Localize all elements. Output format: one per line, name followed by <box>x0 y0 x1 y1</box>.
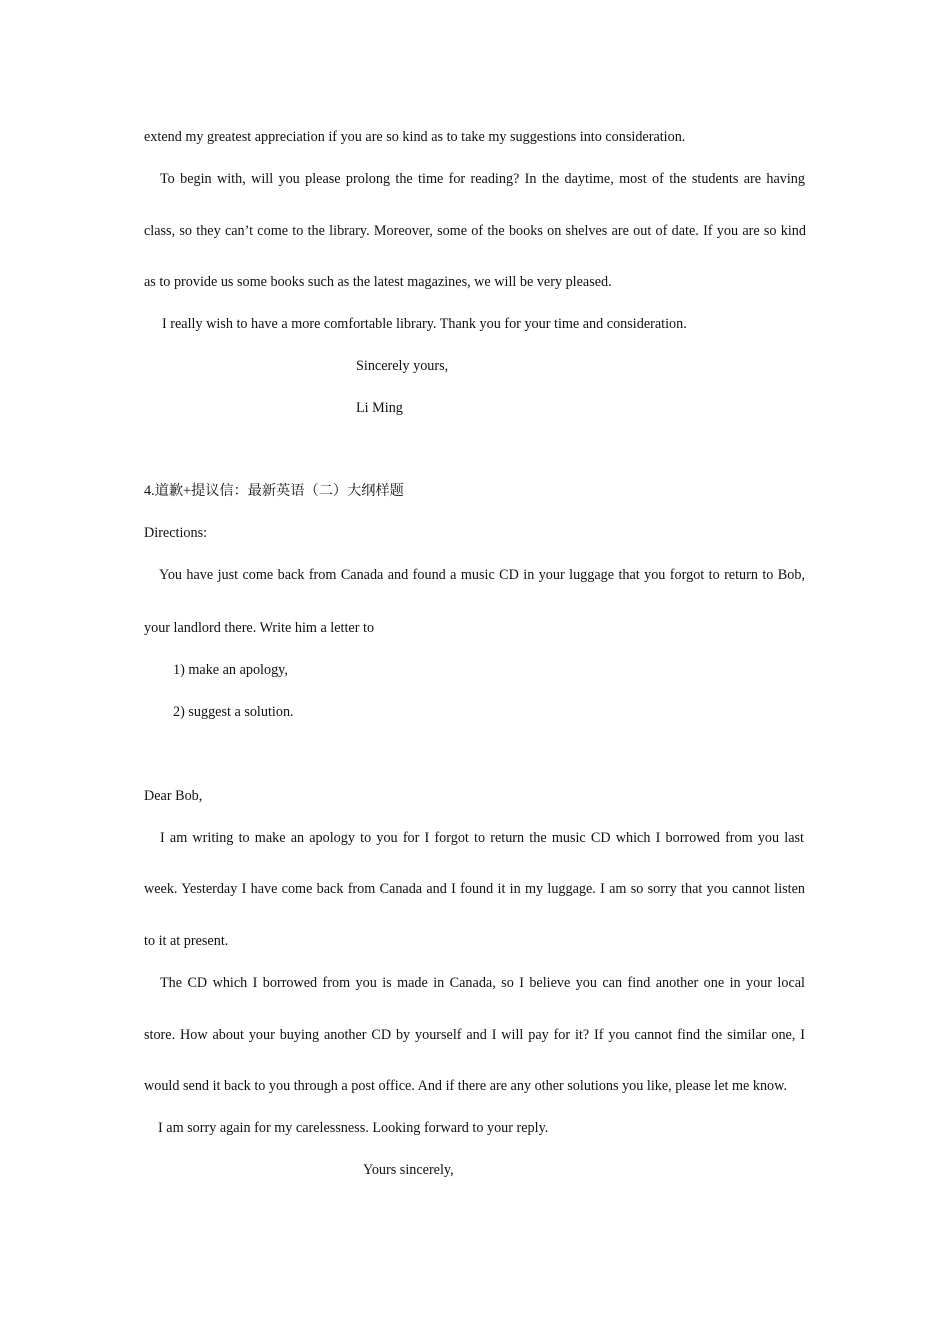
task-description-line2: your landlord there. Write him a letter to <box>144 620 375 636</box>
letter2-paragraph1-line2: week. Yesterday I have come back from Canada and I found it in my luggage. I am so sorry that you cannot listen <box>144 881 805 897</box>
letter2-paragraph1-line3: to it at present. <box>144 933 229 949</box>
letter2-paragraph1-line1: I am writing to make an apology to you for I forgot to return the music CD which I borrowed from you last <box>160 830 804 846</box>
letter1-paragraph2-line1: To begin with, will you please prolong the time for reading? In the daytime, most of the students are having <box>160 171 805 187</box>
task-item-solution: 2) suggest a solution. <box>173 704 294 720</box>
letter2-paragraph3: I am sorry again for my carelessness. Looking forward to your reply. <box>158 1120 549 1136</box>
letter1-paragraph2-line3: as to provide us some books such as the latest magazines, we will be very pleased. <box>144 274 612 290</box>
letter2-paragraph2-line1: The CD which I borrowed from you is made in Canada, so I believe you can find another one in your local <box>160 975 805 991</box>
letter1-paragraph3: I really wish to have a more comfortable library. Thank you for your time and consideration. <box>162 316 687 332</box>
letter1-closing-line: extend my greatest appreciation if you are so kind as to take my suggestions into consideration. <box>144 129 686 145</box>
letter1-paragraph2-line2: class, so they can’t come to the library. Moreover, some of the books on shelves are out of date. If you are so kind <box>144 223 806 239</box>
letter2-paragraph2-line2: store. How about your buying another CD by yourself and I will pay for it? If you cannot find the similar one, I <box>144 1027 805 1043</box>
letter2-sign-off: Yours sincerely, <box>363 1162 454 1178</box>
directions-label: Directions: <box>144 525 208 541</box>
letter2-paragraph2-line3: would send it back to you through a post office. And if there are any other solutions you like, please let me know. <box>144 1078 788 1094</box>
task-description-line1: You have just come back from Canada and found a music CD in your luggage that you forgot to return to Bob, <box>159 567 805 583</box>
letter1-signature: Li Ming <box>356 400 403 416</box>
task-item-apology: 1) make an apology, <box>173 662 288 678</box>
letter2-salutation: Dear Bob, <box>144 788 203 804</box>
section4-heading: 4.道歉+提议信：最新英语（二）大纲样题 <box>144 483 404 499</box>
letter1-sign-off: Sincerely yours, <box>356 358 449 374</box>
